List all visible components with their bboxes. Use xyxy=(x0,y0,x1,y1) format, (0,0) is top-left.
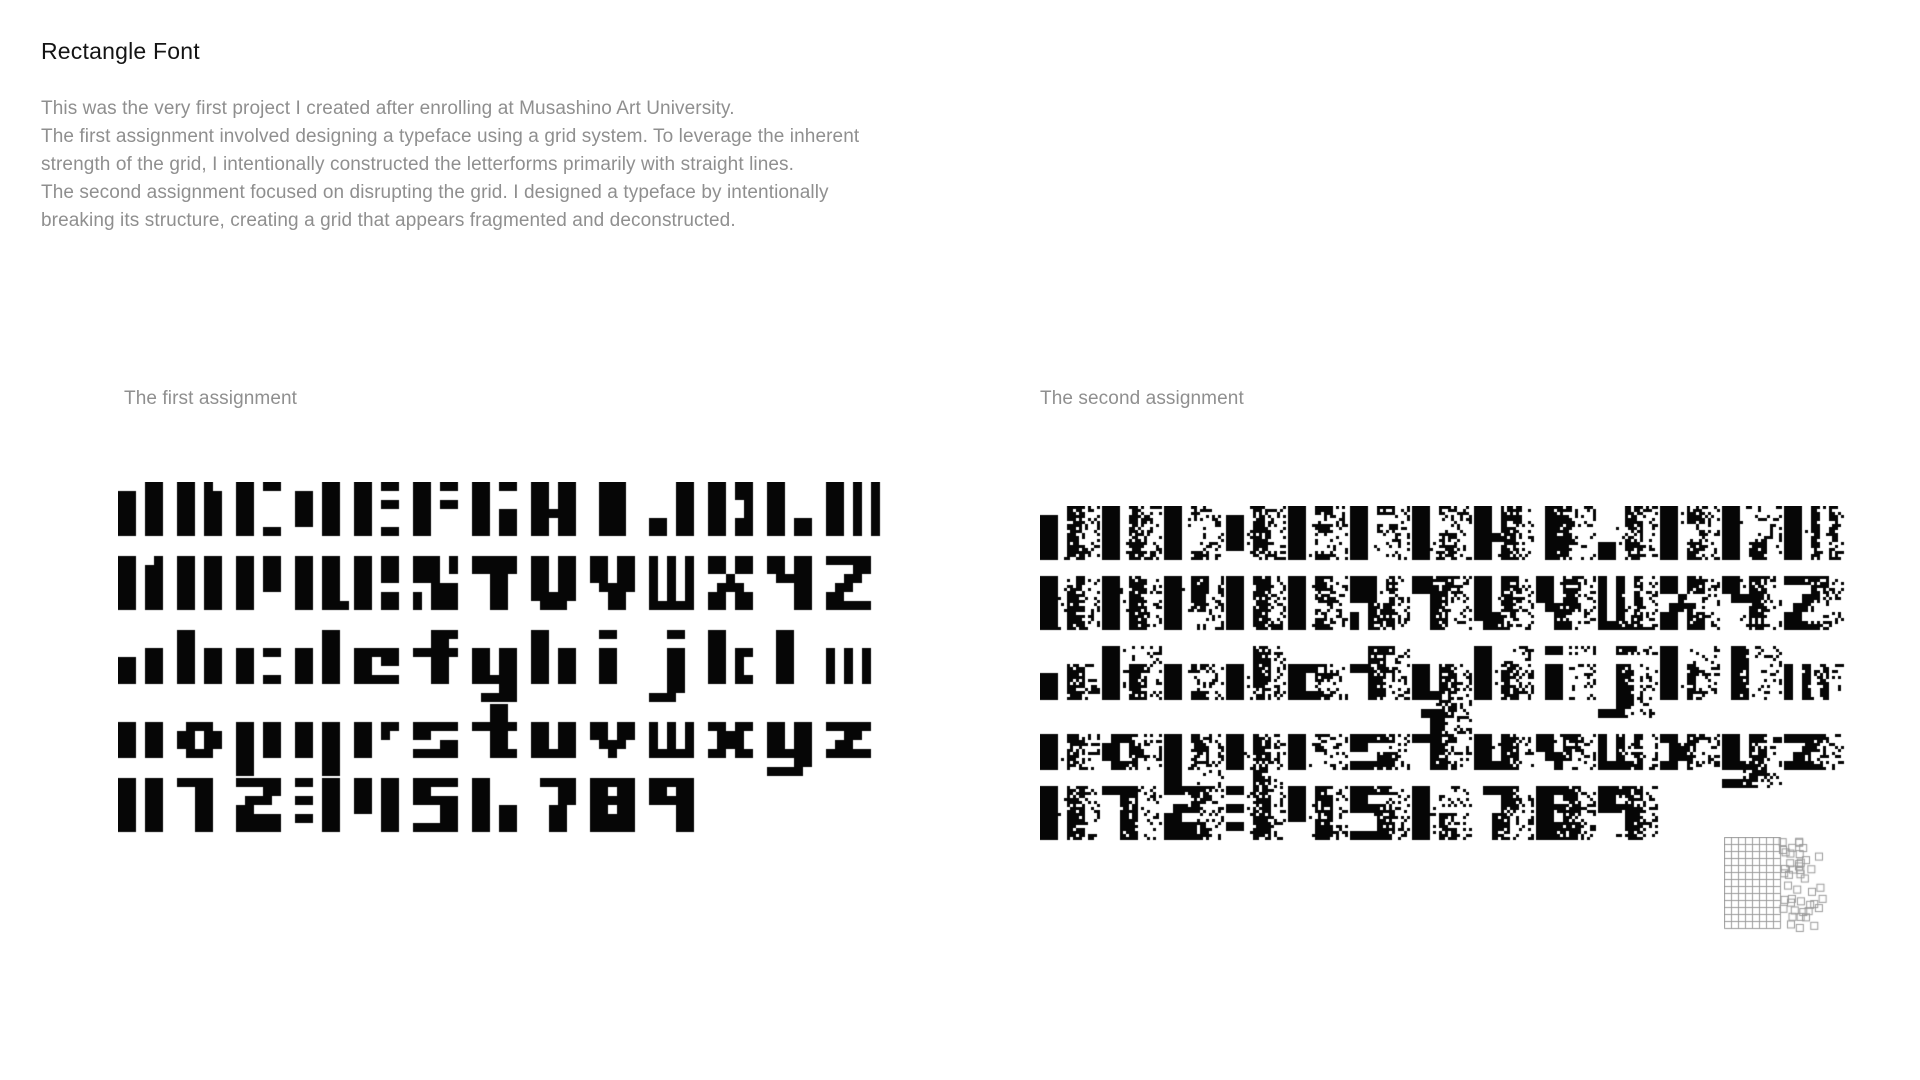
description-line-5: breaking its structure, creating a grid that appears fragmented and deconstructed. xyxy=(41,210,736,231)
page-title: Rectangle Font xyxy=(41,38,200,64)
first-assignment-caption: The first assignment xyxy=(124,388,298,409)
description-line-2: The first assignment involved designing a typeface using a grid system. To leverage the inherent xyxy=(41,126,860,147)
project-description xyxy=(41,95,859,235)
description-line-4: The second assignment focused on disrupting the grid. I designed a typeface by intentionally xyxy=(41,182,829,203)
description-line-3: strength of the grid, I intentionally constructed the letterforms primarily with straight lines. xyxy=(41,154,795,175)
second-assignment-caption: The second assignment xyxy=(1040,388,1244,409)
description-line-1: This was the very first project I created after enrolling at Musashino Art University. xyxy=(41,98,735,119)
fragmented-grid-diagram xyxy=(1724,837,1844,933)
first-assignment-specimen xyxy=(118,482,888,854)
second-assignment-specimen xyxy=(1040,506,1860,862)
